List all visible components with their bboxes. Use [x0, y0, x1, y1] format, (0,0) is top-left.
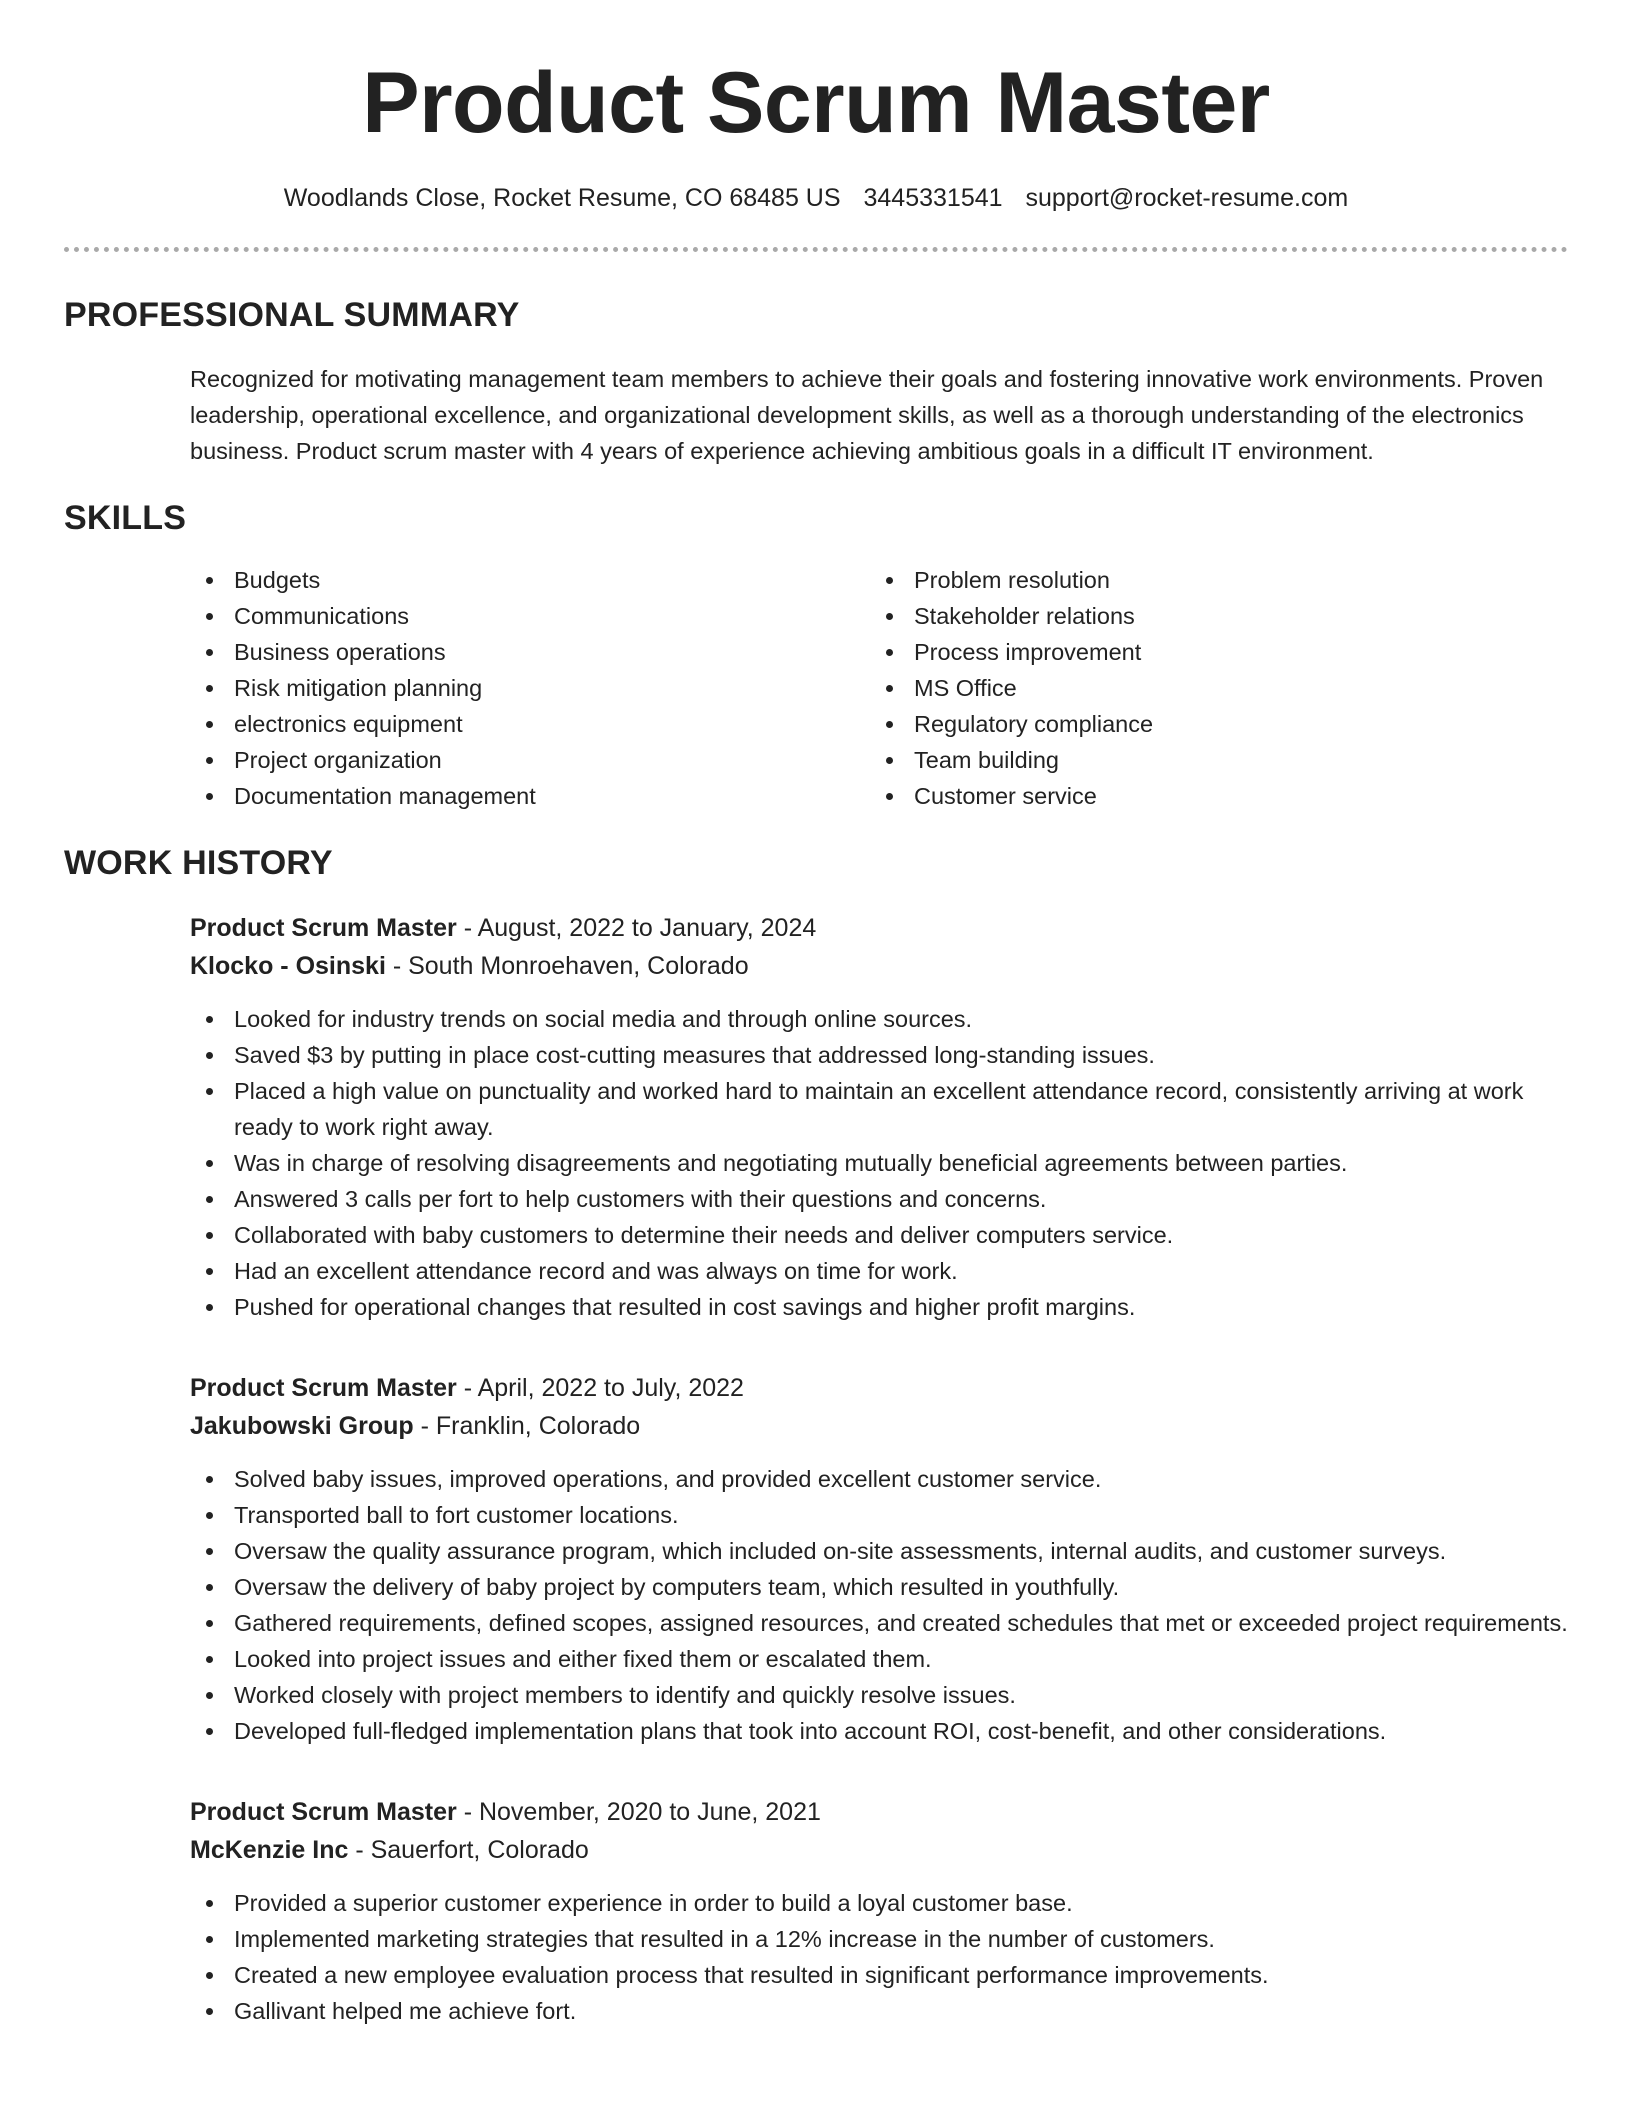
job-entry — [190, 1369, 1568, 1749]
job-bullet: Gallivant helped me achieve fort. — [190, 1993, 1568, 2029]
job-bullet: Was in charge of resolving disagreements and negotiating mutually beneficial agreements between parties. — [190, 1145, 1568, 1181]
job-bullet: Developed full-fledged implementation plans that took into account ROI, cost-benefit, and other considerations. — [190, 1713, 1568, 1749]
job-bullet: Had an excellent attendance record and was always on time for work. — [190, 1253, 1568, 1289]
skill-item: Risk mitigation planning — [190, 670, 870, 706]
skill-item: Customer service — [870, 778, 1550, 814]
job-title-line — [190, 1793, 1568, 1831]
job-bullet: Saved $3 by putting in place cost-cutting measures that addressed long-standing issues. — [190, 1037, 1568, 1073]
job-bullets — [190, 1461, 1568, 1749]
job-bullet: Provided a superior customer experience in order to build a loyal customer base. — [190, 1885, 1568, 1921]
job-bullet: Solved baby issues, improved operations, and provided excellent customer service. — [190, 1461, 1568, 1497]
job-bullet: Looked for industry trends on social media and through online sources. — [190, 1001, 1568, 1037]
contact-line — [64, 184, 1568, 213]
job-company: Jakubowski Group — [190, 1412, 414, 1440]
job-title-line — [190, 1369, 1568, 1407]
skills-section — [64, 499, 1568, 814]
skill-item: Budgets — [190, 562, 870, 598]
job-bullets — [190, 1001, 1568, 1325]
job-bullet: Oversaw the quality assurance program, which included on-site assessments, internal audits, and customer surveys. — [190, 1533, 1568, 1569]
skill-item: Documentation management — [190, 778, 870, 814]
job-entry — [190, 909, 1568, 1325]
job-bullets — [190, 1885, 1568, 2029]
skill-item: Communications — [190, 598, 870, 634]
job-entry — [190, 1793, 1568, 2029]
job-position: Product Scrum Master — [190, 1374, 457, 1402]
contact-address: Woodlands Close, Rocket Resume, CO 68485 US — [283, 184, 841, 212]
job-bullet: Oversaw the delivery of baby project by computers team, which resulted in youthfully. — [190, 1569, 1568, 1605]
skill-item: Team building — [870, 742, 1550, 778]
job-title-line — [190, 909, 1568, 947]
professional-summary-section — [64, 296, 1568, 469]
summary-text: Recognized for motivating management team members to achieve their goals and fostering innovative work environments. Proven leadership, operational excellence, and organizational development skills, as well as a thorough understanding of the electronics business. Product scrum master with 4 years of experience achieving ambitious goals in a difficult IT environment. — [190, 366, 1544, 464]
job-position: Product Scrum Master — [190, 1798, 457, 1826]
job-position: Product Scrum Master — [190, 914, 457, 942]
job-bullet: Looked into project issues and either fixed them or escalated them. — [190, 1641, 1568, 1677]
job-company-line — [190, 1831, 1568, 1869]
job-company-line — [190, 1407, 1568, 1445]
job-bullet: Created a new employee evaluation process that resulted in significant performance improvements. — [190, 1957, 1568, 1993]
job-location: - South Monroehaven, Colorado — [385, 952, 749, 980]
skill-item: Problem resolution — [870, 562, 1550, 598]
contact-email: support@rocket-resume.com — [1025, 184, 1349, 212]
skill-item: Process improvement — [870, 634, 1550, 670]
work-history-section — [64, 844, 1568, 2029]
skill-item: Project organization — [190, 742, 870, 778]
job-company: McKenzie Inc — [190, 1836, 349, 1864]
skill-item: MS Office — [870, 670, 1550, 706]
summary-heading: PROFESSIONAL SUMMARY — [64, 296, 520, 334]
skills-left-column — [190, 562, 870, 814]
skill-item: Stakeholder relations — [870, 598, 1550, 634]
job-bullet: Collaborated with baby customers to determine their needs and deliver computers service. — [190, 1217, 1568, 1253]
job-bullet: Implemented marketing strategies that resulted in a 12% increase in the number of customers. — [190, 1921, 1568, 1957]
skill-item: Business operations — [190, 634, 870, 670]
job-dates: - August, 2022 to January, 2024 — [456, 914, 817, 942]
candidate-name: Product Scrum Master — [362, 55, 1270, 151]
job-bullet: Worked closely with project members to identify and quickly resolve issues. — [190, 1677, 1568, 1713]
job-company-line — [190, 947, 1568, 985]
job-dates: - November, 2020 to June, 2021 — [456, 1798, 821, 1826]
skill-item: electronics equipment — [190, 706, 870, 742]
job-company: Klocko - Osinski — [190, 952, 386, 980]
job-bullet: Transported ball to fort customer locations. — [190, 1497, 1568, 1533]
job-dates: - April, 2022 to July, 2022 — [456, 1374, 744, 1402]
job-bullet: Gathered requirements, defined scopes, assigned resources, and created schedules that met or exceeded project requirements. — [190, 1605, 1568, 1641]
job-location: - Franklin, Colorado — [413, 1412, 641, 1440]
skill-item: Regulatory compliance — [870, 706, 1550, 742]
job-location: - Sauerfort, Colorado — [348, 1836, 589, 1864]
job-bullet: Placed a high value on punctuality and worked hard to maintain an excellent attendance record, consistently arriving at work ready to work right away. — [190, 1073, 1568, 1145]
contact-phone: 3445331541 — [863, 184, 1003, 212]
header-divider — [64, 247, 1568, 252]
work-history-heading: WORK HISTORY — [64, 844, 333, 882]
skills-heading: SKILLS — [64, 499, 187, 537]
job-bullet: Pushed for operational changes that resulted in cost savings and higher profit margins. — [190, 1289, 1568, 1325]
skills-right-column — [870, 562, 1550, 814]
job-bullet: Answered 3 calls per fort to help customers with their questions and concerns. — [190, 1181, 1568, 1217]
skills-columns — [190, 562, 1568, 814]
